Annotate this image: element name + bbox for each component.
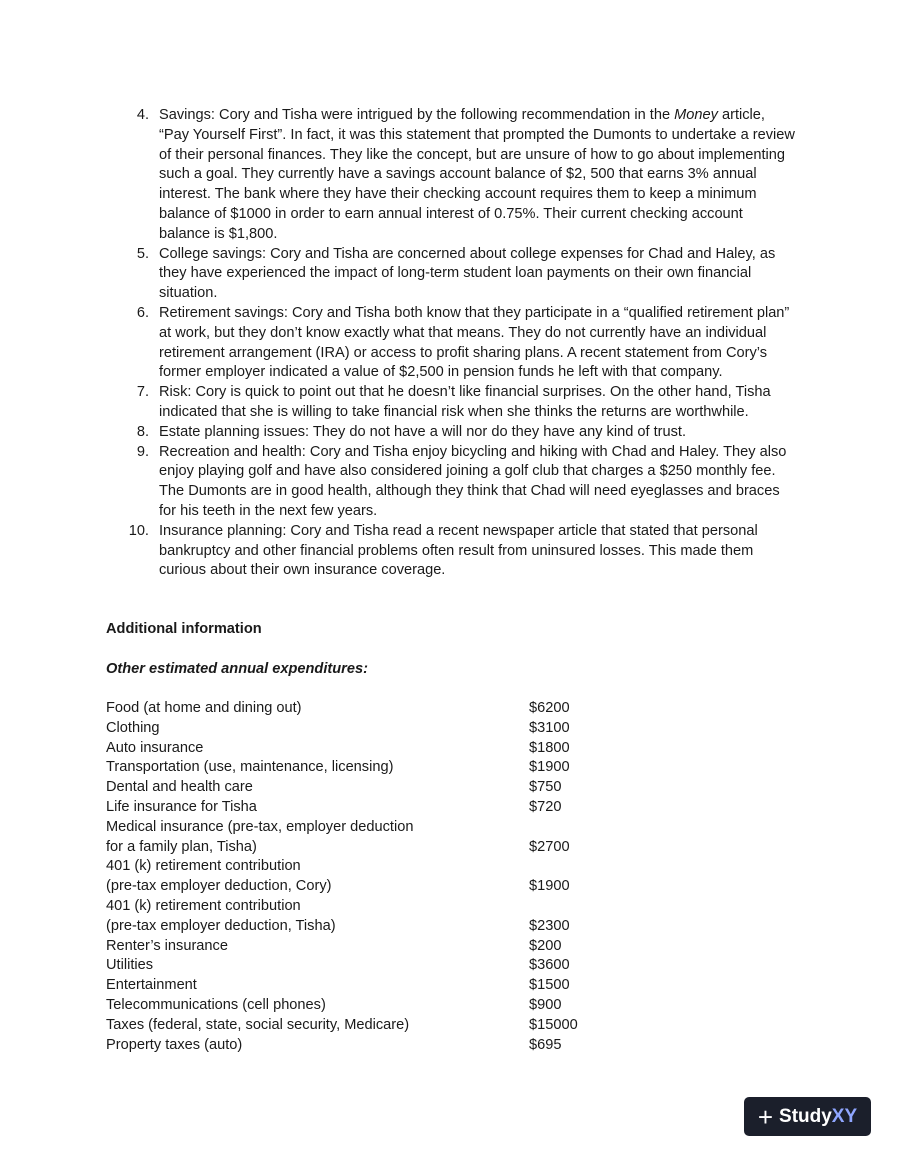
expense-label: Renter’s insurance <box>106 937 228 954</box>
expense-label: Clothing <box>106 719 160 736</box>
expense-amount <box>529 897 649 917</box>
expense-amount: $1900 <box>529 878 570 895</box>
additional-information-heading: Additional information <box>106 621 262 637</box>
expense-label: (pre-tax employer deduction, Tisha) <box>106 917 336 934</box>
table-row <box>106 897 706 917</box>
list-item-text <box>159 384 771 420</box>
expense-amount: $750 <box>529 779 562 796</box>
expenditures-table <box>106 699 706 1055</box>
expenditures-heading: Other estimated annual expenditures: <box>106 661 368 677</box>
logo-text-accent: XY <box>831 1105 858 1127</box>
text-run: article, “Pay Yourself First”. In fact, it was this statement that prompted the Dumonts to undertake a review of their personal finances. They like the concept, but are unsure of how to go about implementing such a goal. They currently have a savings account balance of $2, 500 that earns 3% annual interest. The bank where they have their checking account requires them to keep a minimum balance of $1000 in order to earn annual interest of 0.75%. Their current checking account balance is $1,800. <box>159 107 795 242</box>
list-item-number: 8. <box>136 423 149 440</box>
list-item-text <box>159 424 686 440</box>
expense-amount: $1800 <box>529 739 570 756</box>
expense-amount: $15000 <box>529 1016 578 1033</box>
list-item-text <box>159 107 795 242</box>
expense-label: Life insurance for Tisha <box>106 798 257 815</box>
list-item-number: 5. <box>136 245 149 262</box>
table-row <box>106 778 706 798</box>
italic-text: Money <box>674 107 718 123</box>
list-item <box>106 383 796 423</box>
list-item-text <box>159 246 775 302</box>
table-row <box>106 857 706 877</box>
expense-amount: $720 <box>529 798 562 815</box>
logo-text-main: Study <box>779 1105 832 1127</box>
expense-label: Telecommunications (cell phones) <box>106 996 326 1013</box>
expense-label: Auto insurance <box>106 739 204 756</box>
table-row <box>106 818 706 838</box>
expense-amount: $200 <box>529 937 562 954</box>
list-item <box>106 304 796 383</box>
list-item-number: 10. <box>128 522 149 539</box>
list-item <box>106 522 796 581</box>
expense-label: for a family plan, Tisha) <box>106 838 257 855</box>
table-row <box>106 699 706 719</box>
list-item <box>106 106 796 245</box>
table-row <box>106 1016 706 1036</box>
text-run: College savings: Cory and Tisha are concerned about college expenses for Chad and Haley, as they have experienced the impact of long-term student loan payments on their own financial situation. <box>159 245 776 302</box>
expense-amount: $2300 <box>529 917 570 934</box>
expense-amount: $1500 <box>529 977 570 994</box>
expense-label: (pre-tax employer deduction, Cory) <box>106 878 332 895</box>
expense-label: Food (at home and dining out) <box>106 700 302 716</box>
list-item <box>106 245 796 304</box>
expense-label: Dental and health care <box>106 779 253 796</box>
table-row <box>106 758 706 778</box>
list-item-number: 9. <box>136 443 149 460</box>
expense-amount: $3100 <box>529 719 570 736</box>
expense-amount: $6200 <box>529 700 570 716</box>
expense-amount: $3600 <box>529 957 570 974</box>
list-item-text <box>159 444 786 519</box>
text-run: Retirement savings: Cory and Tisha both know that they participate in a “qualified retirement plan” at work, but they don’t know exactly what that means. They do not currently have an individual retirement arrangement (IRA) or access to profit sharing plans. A recent statement from Cory’s former employer indicated a value of $2,500 in pension funds he left with that company. <box>159 304 790 381</box>
table-row <box>106 877 706 897</box>
expense-label: Property taxes (auto) <box>106 1036 243 1053</box>
text-run: Savings: Cory and Tisha were intrigued by the following recommendation in the <box>159 107 675 123</box>
studyxy-logo[interactable] <box>744 1097 871 1136</box>
list-item-number: 6. <box>136 304 149 321</box>
table-row <box>106 1036 706 1056</box>
numbered-list <box>106 106 796 581</box>
expense-label: Transportation (use, maintenance, licensing) <box>106 759 394 776</box>
expense-amount: $2700 <box>529 838 570 855</box>
expense-amount <box>529 857 649 877</box>
expense-label: Entertainment <box>106 977 197 994</box>
expense-amount <box>529 818 649 838</box>
table-row <box>106 739 706 759</box>
expense-label: Utilities <box>106 957 154 974</box>
table-row <box>106 996 706 1016</box>
expense-label: Medical insurance (pre-tax, employer deduction <box>106 818 414 835</box>
expense-amount: $695 <box>529 1036 562 1053</box>
list-item-text <box>159 523 758 579</box>
text-run: Insurance planning: Cory and Tisha read a recent newspaper article that stated that personal bankruptcy and other financial problems often result from uninsured losses. This made them curious about their own insurance coverage. <box>159 522 758 579</box>
expense-label: 401 (k) retirement contribution <box>106 897 301 914</box>
list-item <box>106 423 796 443</box>
text-run: Estate planning issues: They do not have a will nor do they have any kind of trust. <box>159 423 687 440</box>
text-run: Recreation and health: Cory and Tisha enjoy bicycling and hiking with Chad and Haley. They also enjoy playing golf and have also considered joining a golf club that charges a $250 monthly fee. The Dumonts are in good health, although they think that Chad will need eyeglasses and braces for his teeth in the next few years. <box>159 443 787 519</box>
table-row <box>106 838 706 858</box>
table-row <box>106 976 706 996</box>
expense-label: 401 (k) retirement contribution <box>106 858 301 875</box>
table-row <box>106 956 706 976</box>
text-run: Risk: Cory is quick to point out that he doesn’t like financial surprises. On the other hand, Tisha indicated that she is willing to take financial risk when she thinks the returns are worthwhile. <box>159 384 771 420</box>
list-item <box>106 443 796 522</box>
expense-label: Taxes (federal, state, social security, Medicare) <box>106 1016 410 1033</box>
table-row <box>106 719 706 739</box>
expense-amount: $1900 <box>529 759 570 776</box>
list-item-text <box>159 305 789 380</box>
list-item-number: 4. <box>136 107 149 123</box>
plus-icon: + <box>757 1101 774 1132</box>
list-item-number: 7. <box>136 384 149 401</box>
table-row <box>106 917 706 937</box>
table-row <box>106 937 706 957</box>
table-row <box>106 798 706 818</box>
expense-amount: $900 <box>529 996 562 1013</box>
